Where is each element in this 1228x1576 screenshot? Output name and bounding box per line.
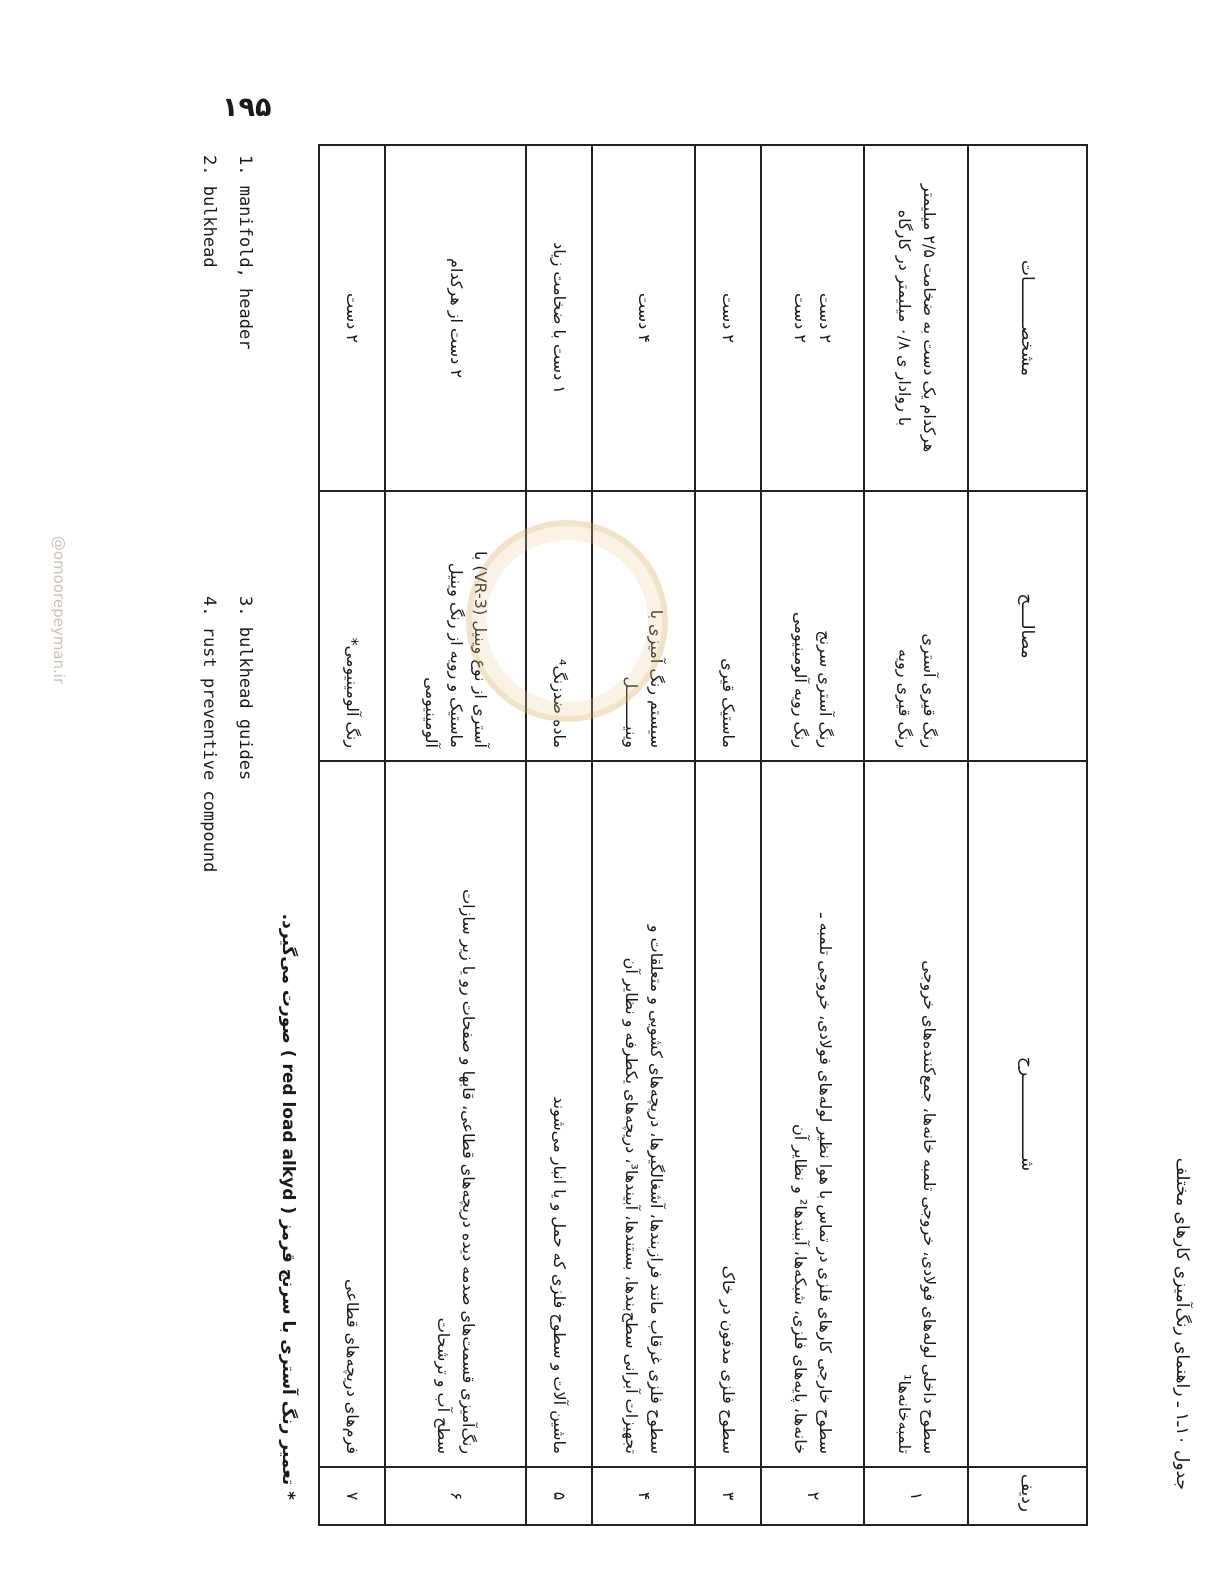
cell-text-line: رنگ قیری آستری	[919, 633, 939, 748]
row-materials-cell	[319, 491, 385, 761]
cell-text-line: تجهیزات آبرانی سطح‌بندها، بستندها، آبیندها³، دریچه‌های یکطرفه و نظایر آن	[622, 957, 642, 1454]
table-row	[592, 145, 696, 1525]
row-materials-cell	[864, 491, 968, 761]
header-materials: مصالــــح	[968, 491, 1087, 761]
cell-text-line: رنگ‌آمیزی قسمت‌های صدمه دیده دریچه‌های قطاعی، قابها و صفحات رو یا زیر سازات	[459, 889, 479, 1454]
cell-text-line: رنگ آلومینیومی*	[343, 637, 363, 748]
table-row	[319, 145, 385, 1525]
cell-text-line: با روادار ی ۰/۸ میلیمتر در کارگاه	[894, 209, 914, 427]
cell-text-line: ماستیک قیری	[719, 658, 739, 748]
row-number-cell	[864, 1467, 968, 1525]
cell-text-line: سطوح خارجی کارهای فلزی در تماس با هوا نظیر لوله‌های فولادی، خروجی تلمبه ـ	[816, 912, 836, 1454]
footnote-4: 4. rust preventive compound	[199, 596, 219, 873]
cell-text-line: رنگ رویه آلومینیومی	[791, 612, 811, 748]
watermark-url: @omoorepeyman.ir	[50, 535, 68, 685]
row-number-cell	[695, 1467, 761, 1525]
row-description-cell	[864, 761, 968, 1467]
header-row-number: ردیف	[968, 1467, 1087, 1525]
cell-text-line: سطح آب و ترشحات	[434, 1317, 454, 1454]
cell-text-line: ۷	[343, 1491, 363, 1501]
asterisk-note: * تعمیر رنگ آستری با سرنج قرمز ( red load alkyd ) صورت می‌گیرد.	[278, 913, 298, 1500]
cell-text-line: هرکدام یک دست به ضخامت ۲/۵ میلیمتر	[919, 183, 939, 453]
cell-text-line: وینیــــــــل	[622, 676, 642, 748]
table-row	[526, 145, 592, 1525]
table-row	[385, 145, 526, 1525]
footnote-3: 3. bulkhead guides	[235, 596, 255, 781]
cell-text-line: فرم‌های دریچه‌های قطاعی	[343, 1279, 363, 1454]
table-row	[761, 145, 865, 1525]
cell-text-line: ماشین آلات و سطوح فلزی که حمل و یا انبار می‌شوند	[550, 1096, 570, 1454]
page-number: ۱۹۵	[222, 92, 272, 123]
row-description-cell	[526, 761, 592, 1467]
cell-text-line: تلمبه‌خانه‌ها¹	[894, 1374, 914, 1454]
cell-text-line: رنگ آستری سرنج	[816, 630, 836, 748]
cell-text-line: ۱	[907, 1491, 927, 1501]
cell-text-line: ۴	[634, 1491, 654, 1501]
cell-text-line: ۲ دست	[719, 293, 739, 343]
table-row	[695, 145, 761, 1525]
row-number-cell	[592, 1467, 696, 1525]
cell-text-line: ماستیک و رویه از رنگ وینیل	[446, 562, 466, 748]
cell-text-line: ۶	[446, 1491, 466, 1501]
row-number-cell	[385, 1467, 526, 1525]
cell-text-line: ۲ دست	[791, 293, 811, 343]
cell-text-line: ۲ دست از هرکدام	[446, 258, 466, 378]
row-description-cell	[592, 761, 696, 1467]
table-header-row	[968, 145, 1087, 1525]
guide-table	[318, 144, 1088, 1526]
row-materials-cell	[761, 491, 865, 761]
header-specifications: مشخصـــــــــات	[968, 145, 1087, 491]
row-description-cell	[385, 761, 526, 1467]
cell-text-line: خانه‌ها، پایه‌های فلزی، شبکه‌ها، آببندها² و نظایر آن	[791, 1123, 811, 1454]
cell-text-line: سطوح فلزی غرقاب مانند فرازبندها، آشغالگیرها، دریچه‌های کشویی و متعلقات و	[647, 924, 667, 1454]
row-description-cell	[761, 761, 865, 1467]
cell-text-line: ۱ دست با ضخامت زیاد	[550, 242, 570, 394]
cell-text-line: ۲	[803, 1491, 823, 1501]
row-number-cell	[526, 1467, 592, 1525]
row-description-cell	[319, 761, 385, 1467]
table-row	[864, 145, 968, 1525]
footnote-2: 2. bulkhead	[199, 155, 219, 268]
seal-watermark	[466, 520, 668, 722]
cell-text-line: آستری از نوع وینیل (VR-3) با	[471, 550, 491, 748]
row-number-cell	[319, 1467, 385, 1525]
cell-text-line: ۲ دست	[816, 293, 836, 343]
cell-text-line: ماده ضدزنگ⁴	[550, 659, 570, 748]
footnote-1: 1. manifold, header	[235, 155, 255, 350]
cell-text-line: آلومینیومی	[421, 677, 441, 748]
cell-text-line: سطوح فلزی مدفون در خاک	[719, 1265, 739, 1454]
cell-text-line: ۴ دست	[634, 293, 654, 343]
row-number-cell	[761, 1467, 865, 1525]
cell-text-line: ۲ دست	[343, 293, 363, 343]
row-description-cell	[695, 761, 761, 1467]
row-materials-cell	[695, 491, 761, 761]
cell-text-line: رنگ قیری رویه	[894, 649, 914, 748]
table-title: جدول ۱۰ـ۱ ـ راهنمای رنگ‌آمیزی کارهای مختلف	[1172, 1157, 1192, 1490]
header-description: شــــــــــــــــرح	[968, 761, 1087, 1467]
cell-text-line: ۳	[719, 1491, 739, 1501]
cell-text-line: ۵	[550, 1491, 570, 1501]
cell-text-line: سطوح داخلی لوله‌های فولادی، خروجی تلمبه خانه‌ها، جمع‌کننده‌های خروجی	[919, 960, 939, 1454]
cell-text-line: سیستم رنگ آمیزی با	[647, 609, 667, 748]
